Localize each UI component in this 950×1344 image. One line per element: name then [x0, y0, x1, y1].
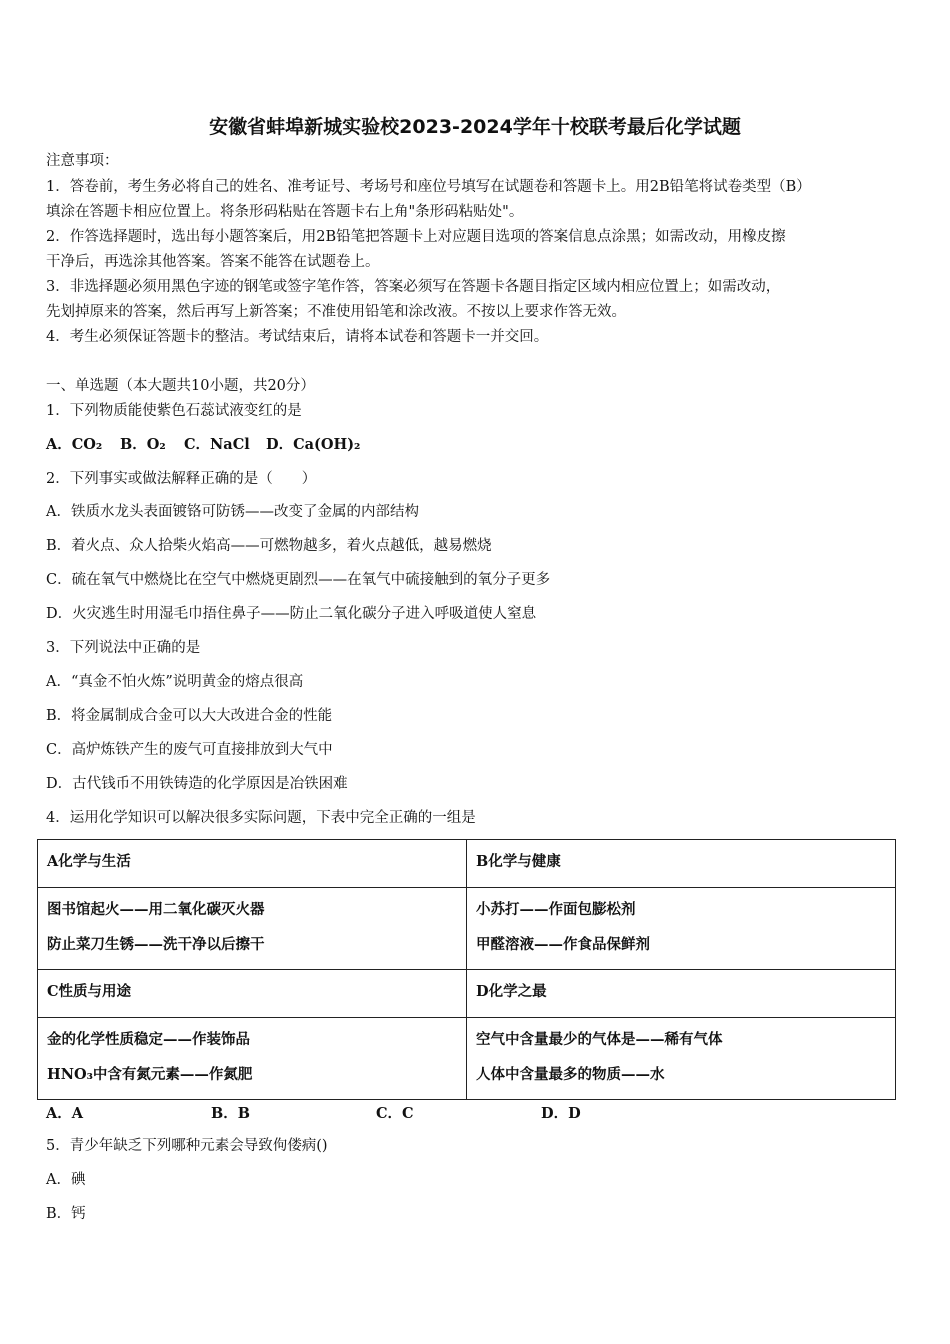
table-line: 防止菜刀生锈——洗干净以后擦干 [47, 936, 265, 953]
q2-option-b: B．着火点、众人拾柴火焰高——可燃物越多，着火点越低，越易燃烧 [46, 538, 492, 554]
question-3-stem: 3．下列说法中正确的是 [46, 640, 201, 656]
table-cell-a-body [38, 888, 467, 970]
table-cell-a-head: A化学与生活 [38, 840, 467, 888]
q1-option-c: C．NaCl [184, 436, 250, 453]
question-2-stem: 2．下列事实或做法解释正确的是（ ） [46, 471, 317, 487]
table-line: 图书馆起火——用二氧化碳灭火器 [47, 901, 265, 918]
q4-option-c: C．C [376, 1105, 414, 1122]
q1-option-d: D．Ca(OH)₂ [266, 436, 361, 453]
table-line: 金的化学性质稳定——作装饰品 [47, 1031, 250, 1048]
q3-option-a: A．“真金不怕火炼”说明黄金的熔点很高 [46, 674, 304, 690]
table-cell-d-head: D化学之最 [467, 970, 896, 1018]
page-title: 安徽省蚌埠新城实验校2023-2024学年十校联考最后化学试题 [209, 116, 741, 138]
q4-option-b: B．B [211, 1105, 251, 1122]
q5-option-a: A．碘 [46, 1172, 86, 1188]
q4-table [37, 839, 896, 1100]
notice-heading: 注意事项： [46, 153, 119, 169]
table-line: 空气中含量最少的气体是——稀有气体 [476, 1031, 723, 1048]
q1-option-b: B．O₂ [120, 436, 166, 453]
table-line: HNO₃中含有氮元素——作氮肥 [47, 1066, 253, 1083]
notice-line: 先划掉原来的答案，然后再写上新答案；不准使用铅笔和涂改液。不按以上要求作答无效。 [46, 304, 626, 320]
q5-option-b: B．钙 [46, 1206, 86, 1222]
notice-line: 4．考生必须保证答题卡的整洁。考试结束后，请将本试卷和答题卡一并交回。 [46, 329, 549, 345]
q4-option-d: D．D [541, 1105, 581, 1122]
notice-line: 2．作答选择题时，选出每小题答案后，用2B铅笔把答题卡上对应题目选项的答案信息点涂黑；如需改动，用橡皮擦 [46, 229, 786, 245]
notice-line: 填涂在答题卡相应位置上。将条形码粘贴在答题卡右上角"条形码粘贴处"。 [46, 204, 524, 220]
question-5-stem: 5．青少年缺乏下列哪种元素会导致佝偻病() [46, 1138, 328, 1154]
question-1-stem: 1．下列物质能使紫色石蕊试液变红的是 [46, 403, 302, 419]
q2-option-d: D．火灾逃生时用湿毛巾捂住鼻子——防止二氧化碳分子进入呼吸道使人窒息 [46, 606, 537, 622]
q2-option-a: A．铁质水龙头表面镀铬可防锈——改变了金属的内部结构 [46, 504, 419, 520]
notice-line: 干净后，再选涂其他答案。答案不能答在试题卷上。 [46, 254, 380, 270]
table-cell-d-body [467, 1018, 896, 1100]
notice-line: 3．非选择题必须用黑色字迹的钢笔或签字笔作答，答案必须写在答题卡各题目指定区域内相应位置上；如需改动， [46, 279, 781, 295]
question-4-stem: 4．运用化学知识可以解决很多实际问题，下表中完全正确的一组是 [46, 810, 476, 826]
table-cell-b-body [467, 888, 896, 970]
table-line: 人体中含量最多的物质——水 [476, 1066, 665, 1083]
table-cell-c-body [38, 1018, 467, 1100]
table-line: 甲醛溶液——作食品保鲜剂 [476, 936, 650, 953]
q3-option-c: C．高炉炼铁产生的废气可直接排放到大气中 [46, 742, 333, 758]
table-cell-b-head: B化学与健康 [467, 840, 896, 888]
q2-option-c: C．硫在氧气中燃烧比在空气中燃烧更剧烈——在氧气中硫接触到的氧分子更多 [46, 572, 551, 588]
q3-option-d: D．古代钱币不用铁铸造的化学原因是冶铁困难 [46, 776, 348, 792]
notice-line: 1．答卷前，考生务必将自己的姓名、准考证号、考场号和座位号填写在试题卷和答题卡上。用2B铅笔将试卷类型（B） [46, 179, 811, 195]
q4-option-a: A．A [46, 1105, 84, 1122]
table-line: 小苏打——作面包膨松剂 [476, 901, 636, 918]
q3-option-b: B．将金属制成合金可以大大改进合金的性能 [46, 708, 333, 724]
q1-option-a: A．CO₂ [46, 436, 103, 453]
section-heading: 一、单选题（本大题共10小题，共20分） [46, 378, 315, 394]
table-cell-c-head: C性质与用途 [38, 970, 467, 1018]
